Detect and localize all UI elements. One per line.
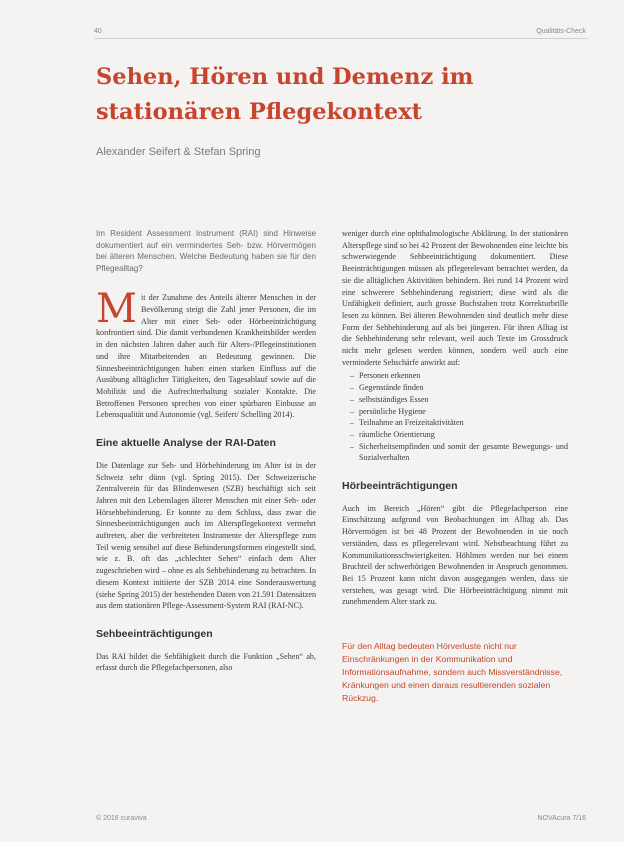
list-item: – Gegenstände finden xyxy=(350,382,568,394)
vision-paragraph: Das RAI bildet die Sehfähigkeit durch die Funktion „Sehen“ ab, erfasst durch die Pflegefachpersonen, also xyxy=(96,651,316,673)
list-item: – Sicherheitsempfinden und somit der gesamte Bewegungs- und Sozialverhalten xyxy=(350,441,568,464)
footer-copyright: © 2016 curaviva xyxy=(96,815,147,822)
article-title: Sehen, Hören und Demenz im stationären Pflegekontext xyxy=(96,64,474,125)
section-heading-vision: Sehbeeinträchtigungen xyxy=(96,627,213,640)
intro-paragraph xyxy=(96,286,316,421)
impact-list xyxy=(350,370,568,464)
section-heading-analysis: Eine aktuelle Analyse der RAI-Daten xyxy=(96,437,276,450)
article-authors: Alexander Seifert & Stefan Spring xyxy=(96,146,261,158)
page-number: 40 xyxy=(94,28,102,35)
header-rule xyxy=(94,38,588,39)
footer-issue: NOVAcura 7/16 xyxy=(537,815,586,822)
list-item: – selbstständiges Essen xyxy=(350,394,568,406)
left-column xyxy=(96,228,316,674)
list-item: – Personen erkennen xyxy=(350,370,568,382)
hearing-paragraph: Auch im Bereich „Hören“ gibt die Pflegefachperson eine Einschätzung aufgrund von Beobachtungen im Alltag ab. Das Hörvermögen ist bei 48 Prozent der Bewohnenden in sie noch verständen, dass es pflegerelevant wird. Nebstbeachtung führt zu Kommunikationsschwierigkeiten. Höhlmen werden nur bei einem Bruchteil der schwerhörigen Bewohnenden in Anspruch genommen. Bei 15 Prozent kann nicht davon ausgegangen werden, dass sie verstehen, was gesagt wird. Die Hörbeeinträchtigung nimmt mit zunehmendem Alter stark zu. xyxy=(342,503,568,607)
right-column xyxy=(342,228,568,705)
analysis-paragraph: Die Datenlage zur Seh- und Hörbehinderung im Alter ist in der Schweiz sehr dünn (vgl. Spring 2015). Der Schweizerische Zentralverein für das Blindenwesen (SZB) beschäftigt sich seit Jahren mit den Lebenslagen älterer Menschen mit einer Seh- oder Hörsehbehinderung. Er konnte zu dem Schluss, dass zwar die Sinnesbeeinträchtigungen auch im Alterspflegekontext vermehrt auftreten, aber die verbreiteten Instrumente der Alterspflege zum Teil wenig sensibel auf diese Behinderungsformen eingestellt sind, wie z. B. oft das „schlechter Sehen“ einfach dem Alter zugeschrieben wird – ohne es als Sehbehinderung zu betrachten. In diesem Kontext initiierte der SZB 2014 eine Sonderauswertung (siehe Spring 2015) der bestehenden Daten von 21.591 Datensätzen aus dem stationären Pflege-Assessment-System RAI (RAI-NC). xyxy=(96,460,316,611)
list-item: – Teilnahme an Freizeitaktivitäten xyxy=(350,417,568,429)
pull-quote: Für den Alltag bedeuten Hörverluste nicht nur Einschränkungen in der Kommunikation und Informationsaufnahme, sondern auch Missverständnisse, Kränkungen und einen daraus resultierenden sozialen Rückzug. xyxy=(342,641,563,704)
section-label: Qualitäts-Check xyxy=(536,28,586,35)
vision-continued-paragraph: weniger durch eine ophthalmologische Abklärung. In der stationären Alterspflege sind so bei 42 Prozent der Bewohnenden eine leichte bis schwerwiegende Sehbeeinträchtigung dokumentiert. Diese Beeinträchtigungen müssen als pflegerelevant betrachtet werden, da sie die alltäglichen Aktivitäten behindern. Bei rund 14 Prozent wird eine schwerere Sehbehinderung registriert; diese wird als die Unfähigkeit definiert, auch grosse Buchstaben trotz Korrekturbrille lesen zu können. Bei älteren Bewohnenden sind deutlich mehr diese Form der Sehbehinderung auf als bei jüngeren. Für ihren Alltag ist die Sehbehinderung sehr relevant, weil auch Texte im Grossdruck nicht mehr gelesen werden können, sondern weil auch eine verminderte Sehschärfe anwirkt auf: xyxy=(342,229,568,367)
list-item: – räumliche Orientierung xyxy=(350,429,568,441)
section-heading-hearing: Hörbeeinträchtigungen xyxy=(342,480,458,493)
intro-text: it der Zunahme des Anteils älterer Menschen in der Bevölkerung steigt die Zahl jener Personen, die im Alter mit einer Seh- oder Hörbeeinträchtigung konfrontiert sind. Die damit verbundenen Krankheitsbilder werden in den nächsten Jahren daher auch für Alters-/Pflegeinstitutionen und ihre Mitarbeitenden an Bedeutung gewinnen. Die Sinnesbeeinträchtigungen haben einen starken Einfluss auf die Ausübung alltäglicher Tätigkeiten, den Tagesablauf sowie auf die Mobilität und die Aufrechterhaltung sozialer Kontakte. Die Betroffenen Personen sprechen von einer spürbaren Einbusse an Lebensqualität und Autonomie (vgl. Seifert/ Schelling 2014). xyxy=(96,293,316,420)
article-lead: Im Resident Assessment Instrument (RAI) sind Hinweise dokumentiert auf ein vermindertes Seh- bzw. Hörvermögen bei älteren Menschen. Welche Bedeutung haben sie für den Pflegealltag? xyxy=(96,229,316,273)
list-item: – persönliche Hygiene xyxy=(350,406,568,418)
drop-cap: M xyxy=(96,286,137,333)
